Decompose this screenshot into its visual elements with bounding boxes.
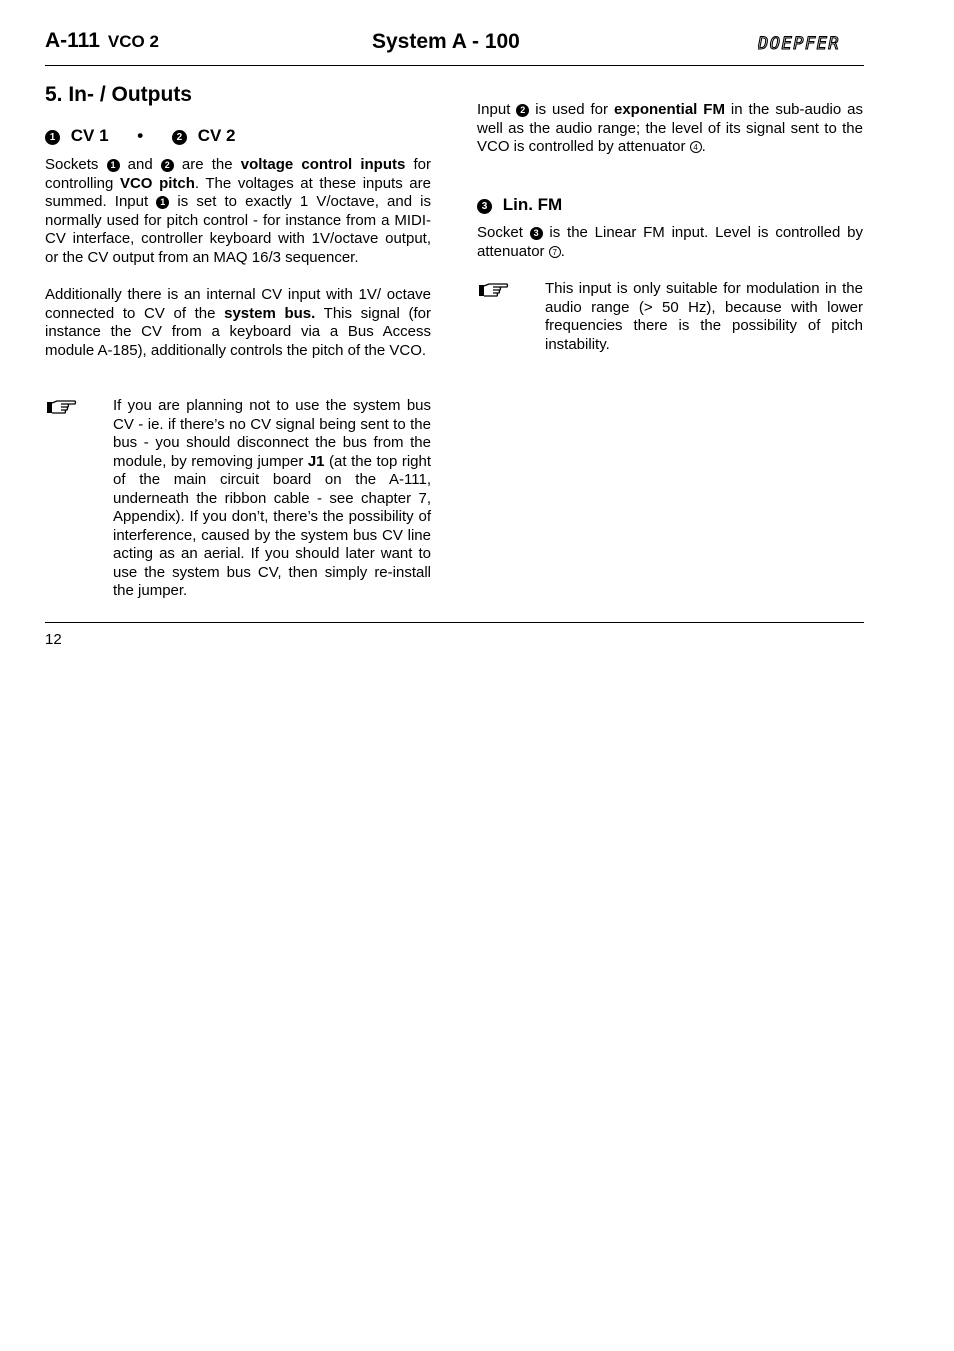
text: If you are planning not to use the system bus CV - ie. if there’s no CV signal being sent to the bus - you should disconnect the bus from the module, by removing jumper <box>113 397 431 470</box>
brand-logo <box>758 32 858 57</box>
attenuator-4-marker: 4 <box>690 141 702 153</box>
socket-2-marker: 2 <box>516 104 529 117</box>
section-title: 5. In- / Outputs <box>45 83 192 106</box>
text: for controlling <box>45 156 431 192</box>
text: are the <box>173 156 241 173</box>
heading-separator: • <box>137 126 144 145</box>
socket-3-marker: 3 <box>530 227 543 240</box>
socket-1-marker: 1 <box>45 130 60 145</box>
text: in the sub-audio as well as the audio range; the level of its signal sent to the VCO is controlled by attenuator <box>477 101 863 155</box>
brand-text: DOEPFER <box>758 34 841 52</box>
lin-fm-paragraph <box>477 224 863 261</box>
text: Socket <box>477 224 530 241</box>
text: Input <box>477 101 517 118</box>
lin-fm-label: Lin. FM <box>502 195 563 214</box>
text: Additionally there is an internal CV input with 1V/ octave connected to CV of the <box>45 286 431 322</box>
text: (at the top right of the main circuit board on the A-111, underneath the ribbon cable - see chapter 7, Appendix). If you don’t, there’s the possibility of interference, caused by the system bus CV line acting as an aerial. If you should later want to use the system bus CV, then simply re-install the jumper. <box>113 452 432 599</box>
text: is used for <box>529 101 614 118</box>
attenuator-7-marker: 7 <box>549 246 561 258</box>
socket-2-marker: 2 <box>161 159 174 172</box>
socket-1-marker: 1 <box>156 196 169 209</box>
cv1-label: CV 1 <box>70 126 109 145</box>
text: . <box>701 138 706 155</box>
text: . <box>560 242 565 260</box>
text: is the Linear FM input. Level is controlled by attenuator <box>477 224 863 260</box>
cv2-label: CV 2 <box>197 126 236 145</box>
header-rule <box>45 65 864 66</box>
emphasis: system bus. <box>224 304 316 322</box>
cv-paragraph-1 <box>45 156 431 267</box>
text: . The voltages at these inputs are summed. Input <box>45 174 431 210</box>
page-number: 12 <box>45 631 62 648</box>
emphasis: voltage control inputs <box>240 156 406 173</box>
text: and <box>119 156 161 173</box>
emphasis: VCO pitch <box>119 174 195 192</box>
text: This signal (for instance the CV from a keyboard via a Bus Access module A-185), additionally controls the pitch of the VCO. <box>45 304 431 359</box>
header-model-number: A-111 <box>45 29 100 52</box>
lin-fm-note: This input is only suitable for modulation in the audio range (> 50 Hz), because with lower frequencies there is the possibility of pitch instability. <box>545 280 863 353</box>
bus-cv-note <box>113 397 431 601</box>
text: is set to exactly 1 V/octave, and is normally used for pitch control - for instance from a MIDI-CV interface, controller keyboard with 1V/octave output, or the CV output from an MAQ 16/3 sequencer. <box>45 193 431 266</box>
header-model-sub: VCO 2 <box>107 32 159 51</box>
emphasis: J1 <box>307 452 325 470</box>
socket-1-marker: 1 <box>107 159 120 172</box>
header-model <box>45 29 159 53</box>
doepfer-logo-icon <box>758 32 858 52</box>
expo-fm-paragraph <box>477 101 863 157</box>
text: Sockets <box>45 156 107 173</box>
socket-3-marker: 3 <box>477 199 492 214</box>
cv-paragraph-2 <box>45 286 431 360</box>
footer-rule <box>45 622 864 623</box>
lin-fm-heading <box>477 195 562 215</box>
header-system-title: System A - 100 <box>372 30 520 53</box>
pointing-hand-icon <box>477 280 509 305</box>
pointing-hand-icon <box>45 397 77 422</box>
emphasis: exponential FM <box>613 101 725 118</box>
cv-heading <box>45 126 235 146</box>
socket-2-marker: 2 <box>172 130 187 145</box>
